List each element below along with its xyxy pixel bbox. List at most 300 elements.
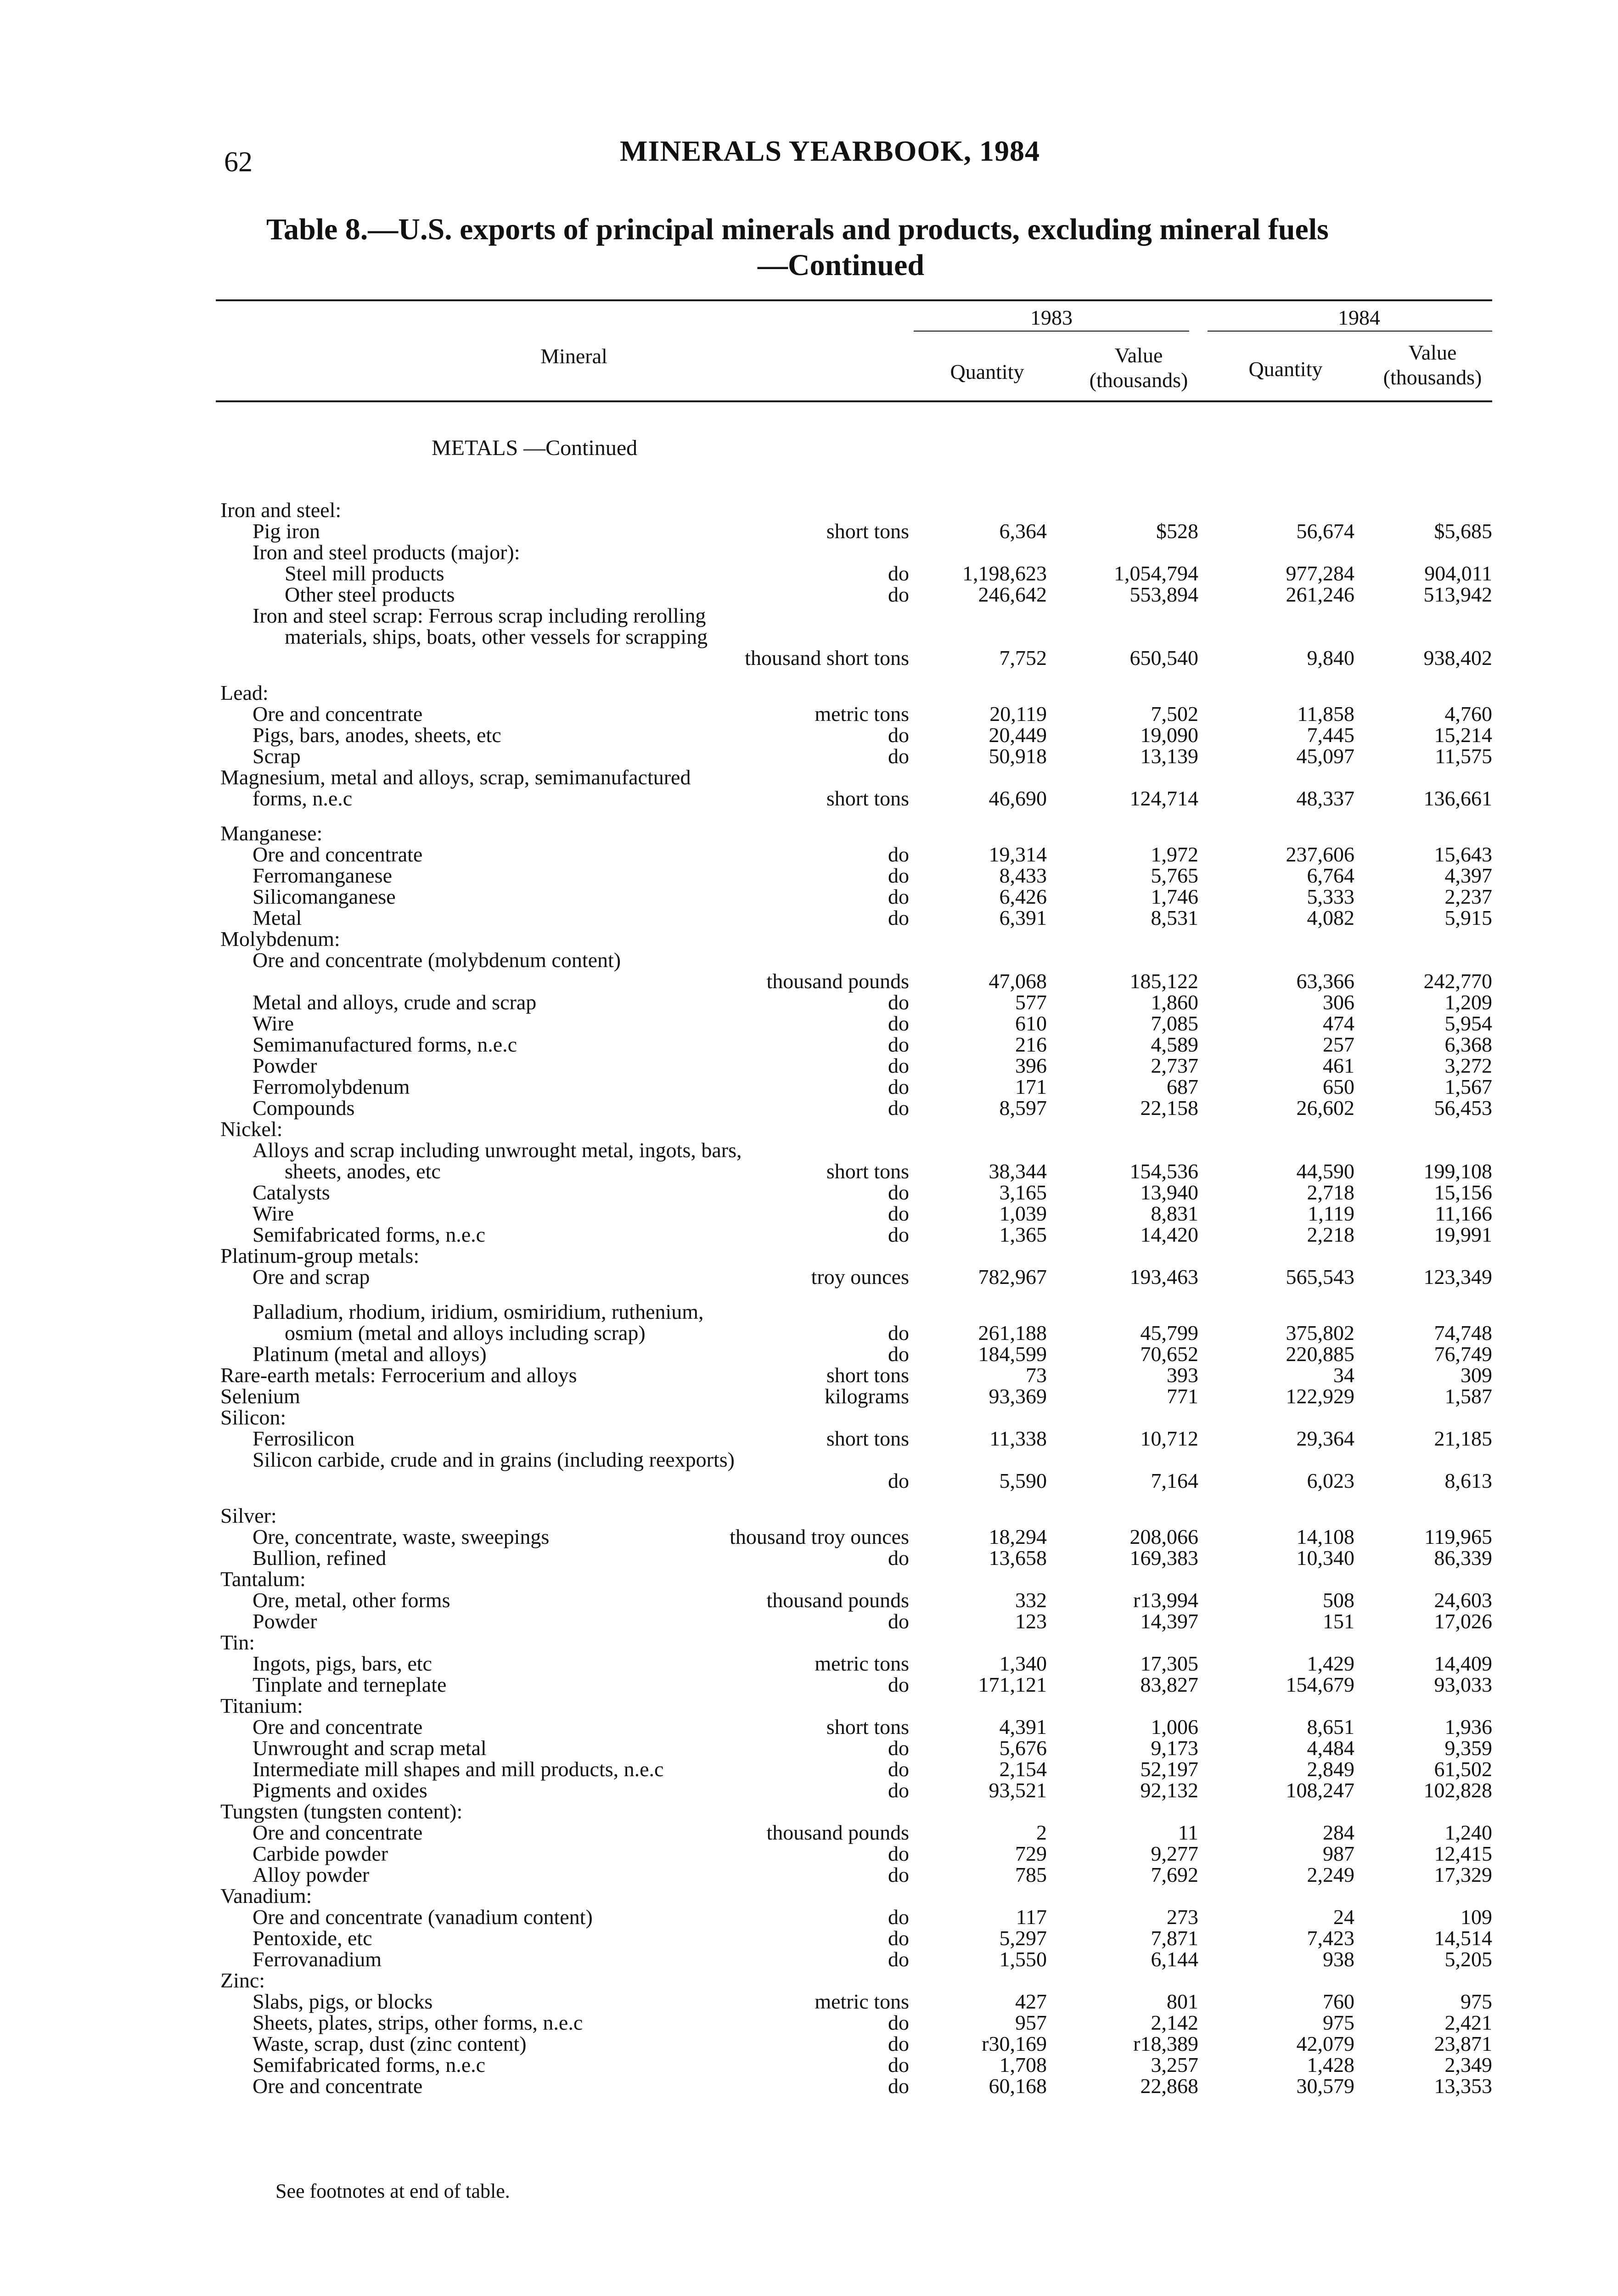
value-1983-cell: 687: [1167, 1075, 1198, 1098]
quantity-1984-cell: 26,602: [1296, 1096, 1354, 1120]
value-1983-cell: 1,860: [1151, 990, 1198, 1014]
value-1984-cell: 21,185: [1434, 1427, 1492, 1450]
value-1984-cell: 3,272: [1444, 1054, 1492, 1077]
quantity-1983-cell: r30,169: [982, 2032, 1047, 2055]
quantity-1984-cell: 2,849: [1307, 1757, 1354, 1781]
value-1984-cell: 136,661: [1423, 787, 1492, 810]
table-row: [0, 626, 1618, 647]
unit-label: do: [888, 2032, 909, 2055]
unit-label: do: [888, 1033, 909, 1056]
value-1983-cell: 22,158: [1140, 1096, 1198, 1120]
mineral-label: Semifabricated forms, n.e.c: [253, 2053, 486, 2077]
quantity-1984-cell: 7,445: [1307, 723, 1354, 747]
mineral-label: Manganese:: [220, 822, 323, 845]
quantity-1983-cell: 93,521: [989, 1778, 1047, 1802]
value-1983-cell: 9,173: [1151, 1736, 1198, 1760]
value-1984-cell: 56,453: [1434, 1096, 1492, 1120]
unit-label: do: [888, 1181, 909, 1204]
value-1983-cell: 8,831: [1151, 1202, 1198, 1225]
mineral-label: Slabs, pigs, or blocks: [253, 1990, 433, 2013]
table-row: [0, 1548, 1618, 1569]
quantity-1983-cell: 46,690: [989, 787, 1047, 810]
mineral-label: Ferromolybdenum: [253, 1075, 410, 1098]
mineral-label: Catalysts: [253, 1181, 330, 1204]
value-1984-cell: 15,643: [1434, 843, 1492, 866]
unit-label: do: [888, 1609, 909, 1633]
unit-label: do: [888, 2074, 909, 2098]
value-1983-cell: 771: [1167, 1384, 1198, 1408]
mineral-label: Vanadium:: [220, 1884, 312, 1908]
value-1983-cell: 801: [1167, 1990, 1198, 2013]
unit-label: do: [888, 1469, 909, 1492]
quantity-1983-cell: 38,344: [989, 1159, 1047, 1183]
table-row: [0, 1970, 1618, 1991]
table-row: [0, 1928, 1618, 1949]
quantity-1984-cell: 108,247: [1286, 1778, 1354, 1802]
value-1983-cell: 8,531: [1151, 906, 1198, 929]
quantity-1984-cell: 257: [1323, 1033, 1354, 1056]
value-1984-cell: 61,502: [1434, 1757, 1492, 1781]
value-1984-cell: 15,214: [1434, 723, 1492, 747]
value-1984-cell: $5,685: [1434, 519, 1492, 543]
quantity-1983-cell: 216: [1015, 1033, 1047, 1056]
value-1983-cell: 13,940: [1140, 1181, 1198, 1204]
quantity-1984-cell: 8,651: [1307, 1715, 1354, 1739]
unit-label: do: [888, 1075, 909, 1098]
value-1983-cell: 154,536: [1129, 1159, 1198, 1183]
mineral-label: Palladium, rhodium, iridium, osmiridium, ruthenium,: [253, 1300, 704, 1323]
value-1984-cell: 8,613: [1444, 1469, 1492, 1492]
quantity-1984-cell: 461: [1323, 1054, 1354, 1077]
mineral-label: Zinc:: [220, 1969, 265, 1992]
quantity-1983-cell: 1,039: [999, 1202, 1047, 1225]
value-1984-cell: 1,587: [1444, 1384, 1492, 1408]
table-row: [0, 584, 1618, 605]
quantity-1983-cell: 73: [1026, 1363, 1047, 1387]
value-1983-cell: 7,692: [1151, 1863, 1198, 1886]
table-row: [0, 1076, 1618, 1097]
quantity-1984-cell: 56,674: [1296, 519, 1354, 543]
value-1983-cell: 22,868: [1140, 2074, 1198, 2098]
quantity-1983-cell: 577: [1015, 990, 1047, 1014]
unit-label: metric tons: [815, 1990, 909, 2013]
quantity-1984-cell: 9,840: [1307, 646, 1354, 670]
quantity-1984-cell: 151: [1323, 1609, 1354, 1633]
table-row: [0, 971, 1618, 992]
mineral-label: Ore and concentrate: [253, 1821, 423, 1844]
quantity-1984-cell: 1,429: [1307, 1652, 1354, 1675]
table-row: [0, 2076, 1618, 2097]
table-row: [0, 1034, 1618, 1055]
value-1983-cell: 11: [1178, 1821, 1198, 1844]
value-1983-cell: 7,871: [1151, 1926, 1198, 1950]
table-row: [0, 1590, 1618, 1611]
mineral-label: Lead:: [220, 681, 269, 704]
table-row: [0, 823, 1618, 844]
table-row: [0, 1097, 1618, 1119]
quantity-1984-cell: 565,543: [1286, 1265, 1354, 1289]
unit-label: short tons: [826, 1159, 909, 1183]
table-row: [0, 1224, 1618, 1245]
mineral-label: Metal and alloys, crude and scrap: [253, 990, 537, 1014]
unit-label: do: [888, 744, 909, 768]
value-1984-cell: 2,421: [1444, 2011, 1492, 2034]
table-row: [0, 1013, 1618, 1034]
quantity-1983-cell: 6,391: [999, 906, 1047, 929]
mineral-label: Iron and steel scrap: Ferrous scrap including rerolling: [253, 604, 706, 627]
quantity-1984-cell: 11,858: [1297, 702, 1354, 726]
quantity-1983-cell: 171,121: [978, 1673, 1047, 1696]
value-1984-cell: 23,871: [1434, 2032, 1492, 2055]
quantity-1983-cell: 427: [1015, 1990, 1047, 2013]
table-row: [0, 1991, 1618, 2012]
mineral-label: Nickel:: [220, 1117, 283, 1141]
quantity-1983-cell: 184,599: [978, 1342, 1047, 1366]
year-1984-rule: [1208, 331, 1492, 332]
quantity-1984-cell: 1,119: [1308, 1202, 1354, 1225]
quantity-1984-cell: 474: [1323, 1012, 1354, 1035]
mineral-label: Carbide powder: [253, 1842, 388, 1865]
unit-label: thousand pounds: [766, 1588, 909, 1612]
unit-label: do: [888, 864, 909, 887]
quantity-1984-cell: 650: [1323, 1075, 1354, 1098]
value-1984-cell: 119,965: [1424, 1525, 1492, 1548]
value-1984-cell: 14,409: [1434, 1652, 1492, 1675]
value-1984-cell: 9,359: [1444, 1736, 1492, 1760]
table-top-rule: [216, 299, 1492, 301]
quantity-1983-cell: 332: [1015, 1588, 1047, 1612]
value-1983-cell: 19,090: [1140, 723, 1198, 747]
mineral-label: Metal: [253, 906, 302, 929]
value-1984-cell: 513,942: [1423, 583, 1492, 606]
value-1983-cell: 193,463: [1129, 1265, 1198, 1289]
quantity-1984-cell: 220,885: [1286, 1342, 1354, 1366]
value-1983-cell: 2,737: [1151, 1054, 1198, 1077]
table-row: [0, 500, 1618, 521]
quantity-1984-cell: 10,340: [1296, 1546, 1354, 1570]
mineral-label: Ore and concentrate (vanadium content): [253, 1905, 593, 1929]
unit-label: do: [888, 1546, 909, 1570]
mineral-label: Ferrosilicon: [253, 1427, 355, 1450]
header-quantity-1983: Quantity: [950, 360, 1024, 383]
mineral-label: Bullion, refined: [253, 1546, 387, 1570]
quantity-1983-cell: 610: [1015, 1012, 1047, 1035]
table-row: [0, 1505, 1618, 1526]
table-row: [0, 1822, 1618, 1843]
table-row: [0, 746, 1618, 767]
table-row: [0, 1885, 1618, 1907]
value-1983-cell: 4,589: [1151, 1033, 1198, 1056]
year-1983-rule: [914, 331, 1189, 332]
unit-label: metric tons: [815, 702, 909, 726]
quantity-1983-cell: 1,550: [999, 1947, 1047, 1971]
unit-label: do: [888, 1905, 909, 1929]
unit-label: do: [888, 1736, 909, 1760]
value-1983-cell: 6,144: [1151, 1947, 1198, 1971]
value-1984-cell: 904,011: [1424, 562, 1492, 585]
table-row: [0, 1322, 1618, 1344]
value-1983-cell: 7,164: [1151, 1469, 1198, 1492]
mineral-label: Powder: [253, 1609, 317, 1633]
unit-label: do: [888, 2053, 909, 2077]
quantity-1984-cell: 4,484: [1307, 1736, 1354, 1760]
table-row: [0, 2012, 1618, 2033]
running-head: MINERALS YEARBOOK, 1984: [620, 135, 1040, 167]
quantity-1983-cell: 11,338: [989, 1427, 1047, 1450]
quantity-1984-cell: 45,097: [1296, 744, 1354, 768]
unit-label: do: [888, 1757, 909, 1781]
table-row: [0, 950, 1618, 971]
mineral-label: Silicomanganese: [253, 885, 396, 908]
table-row: [0, 907, 1618, 929]
header-year-1983: 1983: [1030, 306, 1073, 329]
quantity-1984-cell: 30,579: [1296, 2074, 1354, 2098]
table-row: [0, 886, 1618, 907]
table-row: [0, 1653, 1618, 1674]
unit-label: do: [888, 843, 909, 866]
quantity-1984-cell: 2,718: [1307, 1181, 1354, 1204]
value-1984-cell: 309: [1461, 1363, 1492, 1387]
mineral-label: Semimanufactured forms, n.e.c: [253, 1033, 517, 1056]
value-1983-cell: 169,383: [1129, 1546, 1198, 1570]
value-1984-cell: 74,748: [1434, 1321, 1492, 1345]
table-row: [0, 563, 1618, 584]
mineral-label: Molybdenum:: [220, 927, 340, 951]
mineral-label: Powder: [253, 1054, 317, 1077]
table-row: [0, 1526, 1618, 1548]
quantity-1983-cell: 785: [1015, 1863, 1047, 1886]
unit-label: short tons: [826, 519, 909, 543]
quantity-1983-cell: 8,597: [999, 1096, 1047, 1120]
mineral-label: Iron and steel:: [220, 498, 342, 522]
value-1983-cell: 14,397: [1140, 1609, 1198, 1633]
table-row: [0, 1386, 1618, 1407]
table-row: [0, 929, 1618, 950]
mineral-label: Unwrought and scrap metal: [253, 1736, 487, 1760]
quantity-1983-cell: 729: [1015, 1842, 1047, 1865]
value-1983-cell: 17,305: [1140, 1652, 1198, 1675]
mineral-label: Pentoxide, etc: [253, 1926, 372, 1950]
mineral-label: Alloys and scrap including unwrought metal, ingots, bars,: [253, 1138, 742, 1162]
quantity-1983-cell: 5,297: [999, 1926, 1047, 1950]
header-value-1983: Value: [1114, 343, 1163, 367]
quantity-1984-cell: 977,284: [1286, 562, 1354, 585]
quantity-1983-cell: 246,642: [978, 583, 1047, 606]
unit-label: thousand troy ounces: [730, 1525, 909, 1548]
unit-label: do: [888, 2011, 909, 2034]
mineral-label: Tungsten (tungsten content):: [220, 1800, 463, 1823]
mineral-label: Tinplate and terneplate: [253, 1673, 447, 1696]
mineral-label: Ferromanganese: [253, 864, 392, 887]
table-row: [0, 647, 1618, 682]
quantity-1983-cell: 5,590: [999, 1469, 1047, 1492]
quantity-1983-cell: 93,369: [989, 1384, 1047, 1408]
quantity-1983-cell: 1,365: [999, 1223, 1047, 1246]
mineral-label: Ore and scrap: [253, 1265, 370, 1289]
value-1983-cell: 553,894: [1129, 583, 1198, 606]
table-row: [0, 1674, 1618, 1695]
quantity-1983-cell: 18,294: [989, 1525, 1047, 1548]
quantity-1984-cell: 44,590: [1296, 1159, 1354, 1183]
quantity-1983-cell: 1,708: [999, 2053, 1047, 2077]
mineral-label: Titanium:: [220, 1694, 303, 1717]
mineral-label: Intermediate mill shapes and mill products, n.e.c: [253, 1757, 664, 1781]
mineral-label: osmium (metal and alloys including scrap): [285, 1321, 646, 1345]
unit-label: do: [888, 1012, 909, 1035]
unit-label: do: [888, 583, 909, 606]
quantity-1983-cell: 6,364: [999, 519, 1047, 543]
quantity-1983-cell: 19,314: [989, 843, 1047, 866]
value-1984-cell: 1,209: [1444, 990, 1492, 1014]
quantity-1983-cell: 20,119: [989, 702, 1047, 726]
table-row: [0, 703, 1618, 725]
value-1984-cell: 102,828: [1423, 1778, 1492, 1802]
mineral-label: Ore and concentrate: [253, 1715, 423, 1739]
value-1984-cell: 4,397: [1444, 864, 1492, 887]
unit-label: do: [888, 885, 909, 908]
mineral-label: Alloy powder: [253, 1863, 370, 1886]
table-row: [0, 788, 1618, 823]
table-row: [0, 1470, 1618, 1505]
value-1984-cell: 17,329: [1434, 1863, 1492, 1886]
value-1984-cell: 12,415: [1434, 1842, 1492, 1865]
value-1984-cell: 5,205: [1444, 1947, 1492, 1971]
value-1984-cell: 17,026: [1434, 1609, 1492, 1633]
value-1984-cell: 4,760: [1444, 702, 1492, 726]
table-row: [0, 1780, 1618, 1801]
quantity-1984-cell: 306: [1323, 990, 1354, 1014]
table-row: [0, 1428, 1618, 1449]
mineral-label: Wire: [253, 1012, 294, 1035]
quantity-1983-cell: 13,658: [989, 1546, 1047, 1570]
quantity-1983-cell: 782,967: [978, 1265, 1047, 1289]
quantity-1983-cell: 20,449: [989, 723, 1047, 747]
quantity-1984-cell: 237,606: [1286, 843, 1354, 866]
unit-label: do: [888, 1926, 909, 1950]
quantity-1984-cell: 34: [1333, 1363, 1354, 1387]
mineral-label: Other steel products: [285, 583, 455, 606]
mineral-label: Platinum-group metals:: [220, 1244, 420, 1267]
quantity-1984-cell: 987: [1323, 1842, 1354, 1865]
value-1984-cell: 19,991: [1434, 1223, 1492, 1246]
table-title-continued: —Continued: [758, 248, 925, 282]
quantity-1984-cell: 29,364: [1296, 1427, 1354, 1450]
value-1984-cell: 1,936: [1444, 1715, 1492, 1739]
quantity-1984-cell: 5,333: [1307, 885, 1354, 908]
unit-label: do: [888, 1096, 909, 1120]
mineral-label: Semifabricated forms, n.e.c: [253, 1223, 486, 1246]
table-row: [0, 1738, 1618, 1759]
value-1983-cell: 83,827: [1140, 1673, 1198, 1696]
value-1984-cell: 93,033: [1434, 1673, 1492, 1696]
table-row: [0, 1203, 1618, 1224]
table-row: [0, 865, 1618, 886]
table-row: [0, 1161, 1618, 1182]
value-1984-cell: 123,349: [1423, 1265, 1492, 1289]
mineral-label: Tin:: [220, 1631, 255, 1654]
quantity-1983-cell: 5,676: [999, 1736, 1047, 1760]
value-1984-cell: 109: [1461, 1905, 1492, 1929]
quantity-1984-cell: 508: [1323, 1588, 1354, 1612]
footnote: See footnotes at end of table.: [275, 2180, 510, 2202]
quantity-1983-cell: 1,340: [999, 1652, 1047, 1675]
quantity-1983-cell: 60,168: [989, 2074, 1047, 2098]
quantity-1984-cell: 975: [1323, 2011, 1354, 2034]
value-1984-cell: 1,567: [1444, 1075, 1492, 1098]
quantity-1984-cell: 24: [1333, 1905, 1354, 1929]
value-1984-cell: 5,954: [1444, 1012, 1492, 1035]
quantity-1983-cell: 2: [1036, 1821, 1047, 1844]
mineral-label: Ore, concentrate, waste, sweepings: [253, 1525, 550, 1548]
value-1983-cell: 13,139: [1140, 744, 1198, 768]
unit-label: thousand pounds: [766, 969, 909, 993]
value-1983-cell: $528: [1156, 519, 1198, 543]
mineral-label: Scrap: [253, 744, 301, 768]
value-1983-cell: 1,972: [1151, 843, 1198, 866]
table-row: [0, 1864, 1618, 1885]
quantity-1983-cell: 7,752: [999, 646, 1047, 670]
mineral-label: sheets, anodes, etc: [285, 1159, 441, 1183]
unit-label: troy ounces: [811, 1265, 909, 1289]
mineral-label: Selenium: [220, 1384, 300, 1408]
unit-label: short tons: [826, 1715, 909, 1739]
mineral-label: Silver:: [220, 1504, 277, 1527]
value-1984-cell: 1,240: [1444, 1821, 1492, 1844]
value-1983-cell: r13,994: [1133, 1588, 1198, 1612]
mineral-label: Platinum (metal and alloys): [253, 1342, 487, 1366]
mineral-label: Steel mill products: [285, 562, 444, 585]
quantity-1983-cell: 8,433: [999, 864, 1047, 887]
unit-label: do: [888, 1778, 909, 1802]
mineral-label: Ore and concentrate: [253, 843, 423, 866]
header-value-1984: Value: [1408, 341, 1457, 364]
quantity-1984-cell: 760: [1323, 1990, 1354, 2013]
unit-label: do: [888, 1947, 909, 1971]
mineral-label: Silicon:: [220, 1406, 287, 1429]
table-row: [0, 1716, 1618, 1738]
value-1984-cell: 15,156: [1434, 1181, 1492, 1204]
table-row: [0, 1266, 1618, 1301]
unit-label: do: [888, 906, 909, 929]
quantity-1984-cell: 938: [1323, 1947, 1354, 1971]
value-1984-cell: 86,339: [1434, 1546, 1492, 1570]
value-1983-cell: 1,746: [1151, 885, 1198, 908]
table-row: [0, 1949, 1618, 1970]
value-1984-cell: 11,166: [1435, 1202, 1492, 1225]
value-1984-cell: 2,237: [1444, 885, 1492, 908]
value-1983-cell: 45,799: [1140, 1321, 1198, 1345]
unit-label: thousand pounds: [766, 1821, 909, 1844]
value-1983-cell: 185,122: [1129, 969, 1198, 993]
table-row: [0, 1569, 1618, 1590]
quantity-1984-cell: 284: [1323, 1821, 1354, 1844]
mineral-label: Tantalum:: [220, 1567, 306, 1591]
value-1984-cell: 76,749: [1434, 1342, 1492, 1366]
quantity-1984-cell: 1,428: [1307, 2053, 1354, 2077]
value-1983-cell: 5,765: [1151, 864, 1198, 887]
value-1984-cell: 5,915: [1444, 906, 1492, 929]
value-1983-cell: 393: [1167, 1363, 1198, 1387]
unit-label: do: [888, 1202, 909, 1225]
value-1983-cell: 14,420: [1140, 1223, 1198, 1246]
table-row: [0, 2033, 1618, 2054]
value-1984-cell: 24,603: [1434, 1588, 1492, 1612]
table-row: [0, 1611, 1618, 1632]
value-1983-cell: 124,714: [1129, 787, 1198, 810]
value-1984-cell: 199,108: [1423, 1159, 1492, 1183]
mineral-label: Ferrovanadium: [253, 1947, 382, 1971]
table-row: [0, 1119, 1618, 1140]
